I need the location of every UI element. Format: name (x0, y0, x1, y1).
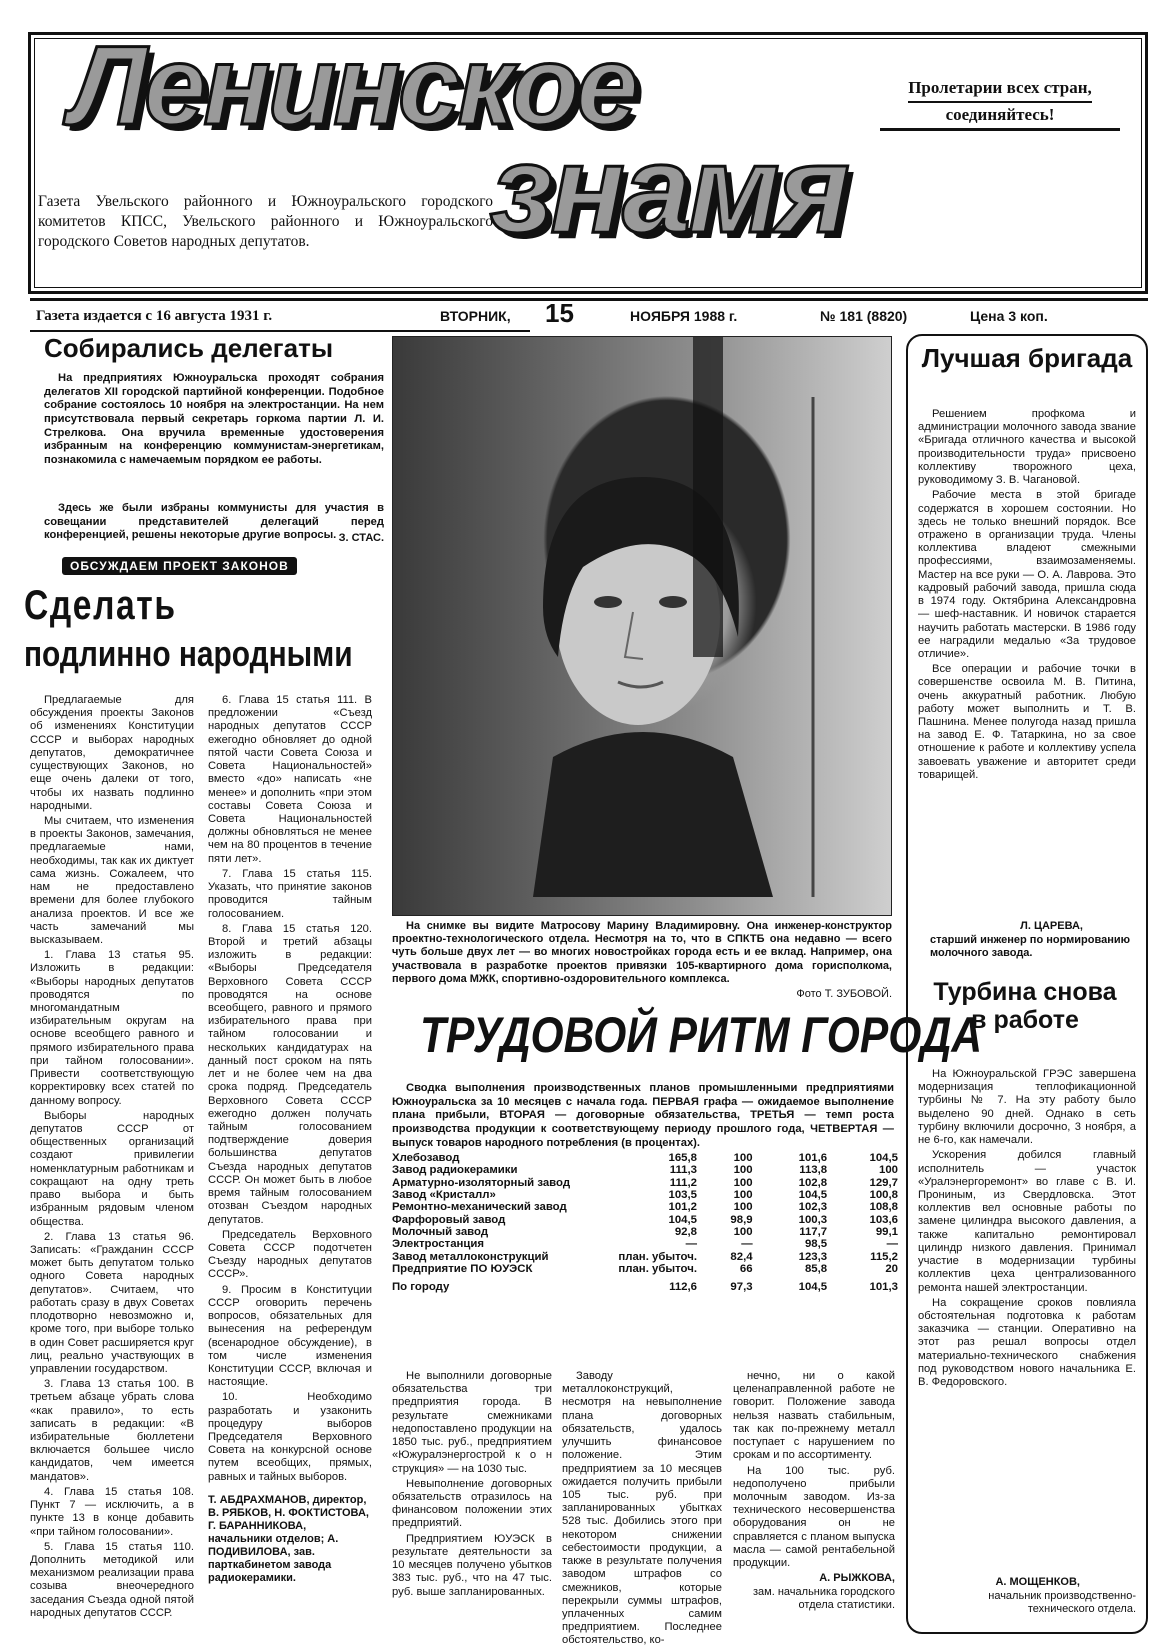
paragraph: Невыполнение договорных обязательств отразилось на финансовом положении этих предприятий. (392, 1477, 552, 1530)
infobar (30, 298, 1148, 330)
enterprise-name: Завод радиокерамики (392, 1164, 518, 1177)
table-row (390, 1164, 900, 1176)
rhythm-title-wrap (420, 1007, 983, 1072)
paragraph: нечно, ни о какой целенаправленной работе не говорит. Положение завода нельзя назвать стабильным, так как по-прежнему металл поступает с нарушением по срокам и по ассортименту. (733, 1370, 895, 1462)
table-cell: 101,3 (869, 1280, 898, 1293)
table-cell: 102,8 (798, 1176, 828, 1189)
paragraph: Все операции и рабочие точки в совершенстве освоила М. В. Питина, очень аккуратный работник. Любую работу может выполнить и Т. В. Пашнина. Менее полугода назад пришла на завод Е. Ф. Татаркина, но за свое отношение к работе и коллективу успела завоевать уважение и авторитет среди товарищей. (918, 663, 1136, 781)
table-row (390, 1201, 900, 1213)
table-cell: 82,4 (730, 1250, 753, 1263)
table-row (390, 1275, 900, 1299)
brigade-body (918, 408, 1136, 918)
laws-signature: Т. АБДРАХМАНОВ, директор, В. РЯБКОВ, Н. ФОКТИСТОВА, Г. БАРАННИКОВА, начальники отделов; А. ПОДИВИЛОВА, зав. парткабинетом завода радиокерамики. (208, 1494, 369, 1584)
delegates-text2: Здесь же были избраны коммунисты для участия в совещании представителей делегаций перед конференцией, решены некоторые другие вопросы. (44, 502, 384, 542)
rhythm-column-3 (733, 1370, 895, 1570)
laws-title2: подлинно народными (24, 633, 353, 674)
rhythm-table (390, 1152, 900, 1299)
rhythm-title: ТРУДОВОЙ РИТМ ГОРОДА (420, 1007, 983, 1063)
table-cell: 102,3 (798, 1201, 828, 1214)
laws-column-1 (30, 694, 194, 1644)
paragraph: Предлагаемые для обсуждения проекты Законов об изменениях Конституции СССР и выборах народных депутатов, демократичнее существующих Законов, но еще очень далеки от того, чтобы их назвать подлинно народными. (30, 694, 194, 812)
infobar-issue: № 181 (8820) (820, 308, 908, 324)
table-cell: 100 (733, 1152, 753, 1164)
brigade-author-role: старший инженер по нормированию молочного завода. (930, 934, 1131, 959)
paragraph: 1. Глава 13 статья 95. Изложить в редакции: «Выборы народных депутатов проводятся по многомандатным избирательным округам на основе всеобщего равного и прямого избирательного права при тайном голосовании». Привести соответствующую корректировку всех статей по данному вопросу. (30, 949, 194, 1107)
enterprise-name: Фарфоровый завод (392, 1213, 506, 1226)
paragraph: 10. Необходимо разработать и узаконить процедуру выборов Председателя Верховного Совета на конкурсной основе путем всеобщих, прямых, равных и тайных выборов. (208, 1391, 372, 1483)
enterprise-name: Электростанция (392, 1238, 485, 1251)
table-row (390, 1251, 900, 1263)
table-cell: 100 (733, 1188, 753, 1201)
slogan-rule (880, 128, 1120, 131)
table-cell: 104,5 (668, 1213, 697, 1226)
table-cell: 100 (733, 1201, 753, 1214)
paragraph: 2. Глава 13 статья 96. Записать: «Гражданин СССР может быть депутатом только одного Совета народных депутатов». Считаем, что работать сразу в двух Советах плодотворно невозможно и, кроме того, при выборе только в один Совет расширяется круг лиц, реально участвующих в управлении государством. (30, 1230, 194, 1375)
table-cell: 112,6 (669, 1280, 697, 1293)
paragraph: 4. Глава 15 статья 108. Пункт 7 — исключить, а в пункте 13 в конце добавить «при тайном голосовании». (30, 1485, 194, 1538)
paragraph: 7. Глава 15 статья 115. Указать, что принятие законов проводится тайным голосованием. (208, 867, 372, 920)
infobar-day: 15 (545, 298, 574, 328)
photo-caption-text: На снимке вы видите Матросову Марину Владимировну. Она инженер-конструктор проектно-технологического отдела. Несмотря на то, что в СПКТБ она недавно — всего чуть больше двух лет — во многих новостройках города есть и ее вклад. Например, она участвовала в разработке проектов привязки 105-квартирного дома горисполкома, первого дома МЖК, спортивно-оздоровительного комплекса. (392, 920, 892, 985)
delegates-author: З. СТАС. (338, 532, 384, 544)
paragraph: На 100 тыс. руб. недополучено прибыли молочным заводом. Из-за технического несовершенства оборудования он не справляется с планом выпуска масла — самой рентабельной продукции. (733, 1464, 895, 1570)
rhythm-author-role: зам. начальника городского отдела статистики. (753, 1586, 895, 1611)
table-cell: 85,8 (804, 1262, 828, 1275)
masthead-slogan (880, 76, 1120, 127)
enterprise-name: Ремонтно-механический завод (392, 1201, 567, 1214)
table-cell: 100,3 (798, 1213, 828, 1226)
infobar-price: Цена 3 коп. (970, 308, 1048, 324)
turbine-body (918, 1068, 1136, 1573)
table-cell: 100 (878, 1164, 898, 1177)
table-cell: 113,8 (799, 1164, 828, 1177)
table-cell: план. убыточ. (618, 1262, 697, 1275)
rhythm-intro: Сводка выполнения производственных планов промышленными предприятиями Южноуральска за 10 месяцев с начала года. ПЕРВАЯ графа — ожидаемое выполнение плана прибыли, ВТОРАЯ — договорные обязательства, ТРЕТЬЯ — темп роста производства продукции к соответствующему периоду прошлого года, ЧЕТВЕРТАЯ — выпуск товаров народного потребления (в процентах). (392, 1082, 894, 1149)
enterprise-name: Завод «Кристалл» (392, 1188, 496, 1201)
paragraph: Председатель Верховного Совета СССР подотчетен Съезду народных депутатов СССР». (208, 1228, 372, 1281)
laws-title1-wrap (24, 581, 384, 634)
table-cell: — (886, 1238, 898, 1251)
masthead-title-line1: Ленинское (70, 23, 636, 148)
slogan-line1: Пролетарии всех стран, (908, 76, 1092, 103)
table-cell: 92,8 (674, 1225, 697, 1238)
photo-caption (392, 920, 892, 1001)
table-cell: 103,6 (869, 1213, 898, 1226)
table-cell: план. убыточ. (618, 1250, 697, 1263)
table-cell: 104,5 (798, 1280, 828, 1293)
infobar-since: Газета издается с 16 августа 1931 г. (36, 308, 273, 324)
table-cell: 165,8 (668, 1152, 697, 1164)
slogan-line2: соединяйтесь! (945, 104, 1055, 124)
table-cell: 129,7 (869, 1176, 898, 1189)
table-row (390, 1189, 900, 1201)
paragraph: Предприятием ЮУЭСК в результате деятельности за 10 месяцев получено убытков 383 тыс. руб., что на 47 тыс. руб. выше запланированных. (392, 1532, 552, 1598)
paragraph: 5. Глава 15 статья 110. Дополнить методикой или механизмом реализации права созыва внеочередного заседания Съезда одной пятой народных депутатов СССР. (30, 1540, 194, 1619)
paragraph: Выборы народных депутатов СССР от общественных организаций создают привилегии номенклатурным работникам и сокращают на одну треть право выбора и быть избранным рядовым членом общества. (30, 1109, 194, 1228)
laws-title2-wrap (24, 633, 384, 680)
paragraph: 6. Глава 15 статья 111. В предложении «Съезд народных депутатов СССР ежегодно обновляет до одной пятой части Совета Союза и Совета Национальностей» вместо «до» написать «не менее» и дополнить «при этом составы Совета Союза и Совета Национальностей должны обновляться не менее чем на 80 процентов в течение пяти лет». (208, 694, 372, 865)
table-cell: 104,5 (869, 1152, 898, 1164)
rhythm-table-wrap (390, 1152, 900, 1362)
table-cell: — (685, 1238, 697, 1251)
photo-credit: Фото Т. ЗУБОВОЙ. (796, 987, 892, 1000)
paragraph: Ускорения добился главный исполнитель — участок «Уралэнергоремонт» во главе с В. И. Прониным, из Свердловска. Этот коллектив вел основные работы по замене цилиндра высокого давления, а также капитально ремонтировал цилиндр низкого давления. Принимал участие в модернизации турбины коллектив цеха централизованного ремонта нашей электростанции. (918, 1149, 1136, 1294)
enterprise-name: Молочный завод (392, 1225, 489, 1238)
table-cell: 100 (733, 1225, 753, 1238)
paragraph: Заводу металлоконструкций, несмотря на невыполнение плана договорных обязательств, удалось улучшить финансовое положение. Этим предприятием за 10 месяцев ожидается получить прибыли 105 тыс. руб. при запланированных убытках 528 тыс. Добились этого при некотором снижении себестоимости продукции, а также в результате получения заводом штрафов со смежников, которые перекрыли суммы штрафов, уплаченных самим предприятием. Последнее обстоятельство, ко- (562, 1370, 722, 1647)
paragraph: 8. Глава 15 статья 120. Второй и третий абзацы изложить в редакции: «Выборы Председателя Верховного Совета СССР проводятся на основе всеобщего, равного и прямого избирательного права при тайном голосовании и нескольких кандидатурах на данный пост сроком на пять лет и не более чем на два срока подряд. Председатель Верховного Совета СССР ежегодно должен получать тайным голосованием подтверждение доверия большинства депутатов Съезда народных депутатов СССР. Он может быть в любое время тайным голосованием отозван Съездом народных депутатов. (208, 922, 372, 1226)
paragraph: 9. Просим в Конституции СССР оговорить перечень вопросов, обязательных для вынесения на референдум (всенародное обсуждение), в том числе изменения Конституции СССР, включая и настоящие. (208, 1283, 372, 1389)
table-cell: 104,5 (798, 1188, 828, 1201)
table-row (390, 1214, 900, 1226)
table-cell: 123,3 (798, 1250, 828, 1263)
table-row (390, 1226, 900, 1238)
infobar-top-rule (30, 298, 1148, 301)
table-cell: 98,5 (804, 1238, 828, 1251)
turbine-author-role: начальник производственно-технического отдела. (988, 1590, 1136, 1615)
table-row (390, 1152, 900, 1164)
table-row (390, 1238, 900, 1250)
infobar-bottom-rule-left (30, 330, 530, 332)
paragraph: Не выполнили договорные обязательства три предприятия города. В результате смежниками недопоставлено продукции на 1850 тыс. руб., предприятием «Южуралэнергострой к о н струкция» — на 1030 тыс. (392, 1370, 552, 1475)
table-cell: 98,9 (730, 1213, 753, 1226)
paragraph: Решением профкома и администрации молочного завода звание «Бригада отличного качества и высокой производительности труда» присвоено коллективу творожного цеха, руководимому З. В. Чагановой. (918, 408, 1136, 487)
paragraph: Рабочие места в этой бригаде содержатся в хорошем состоянии. Но здесь не только внешний порядок. Все отражено в организации труда. Члены коллектива владеют смежными профессиями, взаимозаменяемы. Мастер на все руки — О. А. Лаврова. Это кадровый рабочий завода, пришла сюда в 1974 году. Октябрина Александровна — шеф-наставник. И новичок старается научить работать мастерски. В 1986 году ее наградили медалью «За трудовое отличие». (918, 489, 1136, 660)
portrait-illustration (393, 337, 893, 917)
delegates-text: На предприятиях Южноуральска проходят собрания делегатов XII городской партийной конференции. Подобное собрание состоялось 10 ноября на электростанции. На нем присутствовала первый секретарь горкома партии Л. И. Стрелкова. Она вручила временные удостоверения избранным на конференцию коммунистам-энергетикам, познакомила с намечаемым порядком ее работы. (44, 372, 384, 466)
table-row (390, 1263, 900, 1275)
delegates-title: Собирались делегаты (44, 333, 334, 363)
table-cell: 20 (885, 1262, 898, 1275)
rhythm-column-2 (562, 1370, 722, 1647)
enterprise-name: Завод металлоконструкций (392, 1250, 549, 1263)
table-cell: 100 (733, 1176, 753, 1189)
laws-tag-wrap (62, 557, 332, 575)
laws-column-2 (208, 694, 372, 1484)
rhythm-author: А. РЫЖКОВА, (819, 1572, 895, 1584)
table-cell: 97,3 (730, 1280, 753, 1293)
table-cell: 101,6 (798, 1152, 828, 1164)
rhythm-column-1 (392, 1370, 552, 1640)
enterprise-name: По городу (392, 1280, 450, 1293)
paragraph: 3. Глава 13 статья 100. В третьем абзаце убрать слова «как правило», то есть записать в редакции: «В избирательные бюллетени включается большее число кандидатов, чем имеется мандатов». (30, 1378, 194, 1483)
infobar-month-year: НОЯБРЯ 1988 г. (630, 308, 738, 324)
portrait-photo (392, 336, 892, 916)
enterprise-name: Предприятие ПО ЮУЭСК (392, 1262, 533, 1275)
table-cell: 66 (739, 1262, 753, 1275)
table-cell: 100,8 (869, 1188, 898, 1201)
brigade-title: Лучшая бригада (921, 343, 1133, 373)
table-cell: 103,5 (668, 1188, 697, 1201)
table-cell: 108,8 (869, 1201, 898, 1214)
publisher-info: Газета Увельского районного и Южноуральского городского комитетов КПСС, Увельского районного и Южноуральского городского Советов народных депутатов. (38, 193, 493, 251)
turbine-title: Турбина снова в работе (933, 978, 1117, 1034)
table-cell: 117,7 (799, 1225, 828, 1238)
table-row (390, 1177, 900, 1189)
paragraph: Мы считаем, что изменения в проекты Законов, замечания, предлагаемые нами, необходимы, так как их диктует сама жизнь. Сожалеем, что нам не предоставлено времени для более глубокого анализа проектов. И все же часть замечаний мы высказываем. (30, 814, 194, 946)
table-cell: 101,2 (668, 1201, 697, 1214)
enterprise-name: Хлебозавод (392, 1152, 460, 1164)
table-cell: 111,2 (669, 1176, 697, 1189)
laws-title1: Сделать (24, 581, 177, 628)
enterprise-name: Арматурно-изоляторный завод (392, 1176, 571, 1189)
table-cell: 99,1 (875, 1225, 898, 1238)
paragraph: На сокращение сроков повлияла обстоятельная подготовка к работам заказчика — станции. Оперативно на этот раз решал вопросы отдел материально-технического снабжения под руководством нового начальника Е. В. Федоровского. (918, 1296, 1136, 1389)
table-cell: 115,2 (870, 1250, 898, 1263)
paragraph: На Южноуральской ГРЭС завершена модернизация теплофикационной турбины № 7. На эту работу было выделено 90 дней. Однако в сеть турбину включили досрочно, 3 ноября, а не 6-го, как намечали. (918, 1068, 1136, 1147)
laws-tag: ОБСУЖДАЕМ ПРОЕКТ ЗАКОНОВ (62, 557, 297, 575)
brigade-author: Л. ЦАРЕВА, (1020, 920, 1083, 932)
masthead-title-line2: знамя (490, 121, 847, 259)
turbine-author: А. МОЩЕНКОВ, (995, 1576, 1080, 1588)
infobar-weekday: ВТОРНИК, (440, 308, 511, 324)
table-cell: — (741, 1238, 753, 1251)
table-cell: 111,3 (669, 1164, 697, 1177)
table-cell: 100 (733, 1164, 753, 1177)
